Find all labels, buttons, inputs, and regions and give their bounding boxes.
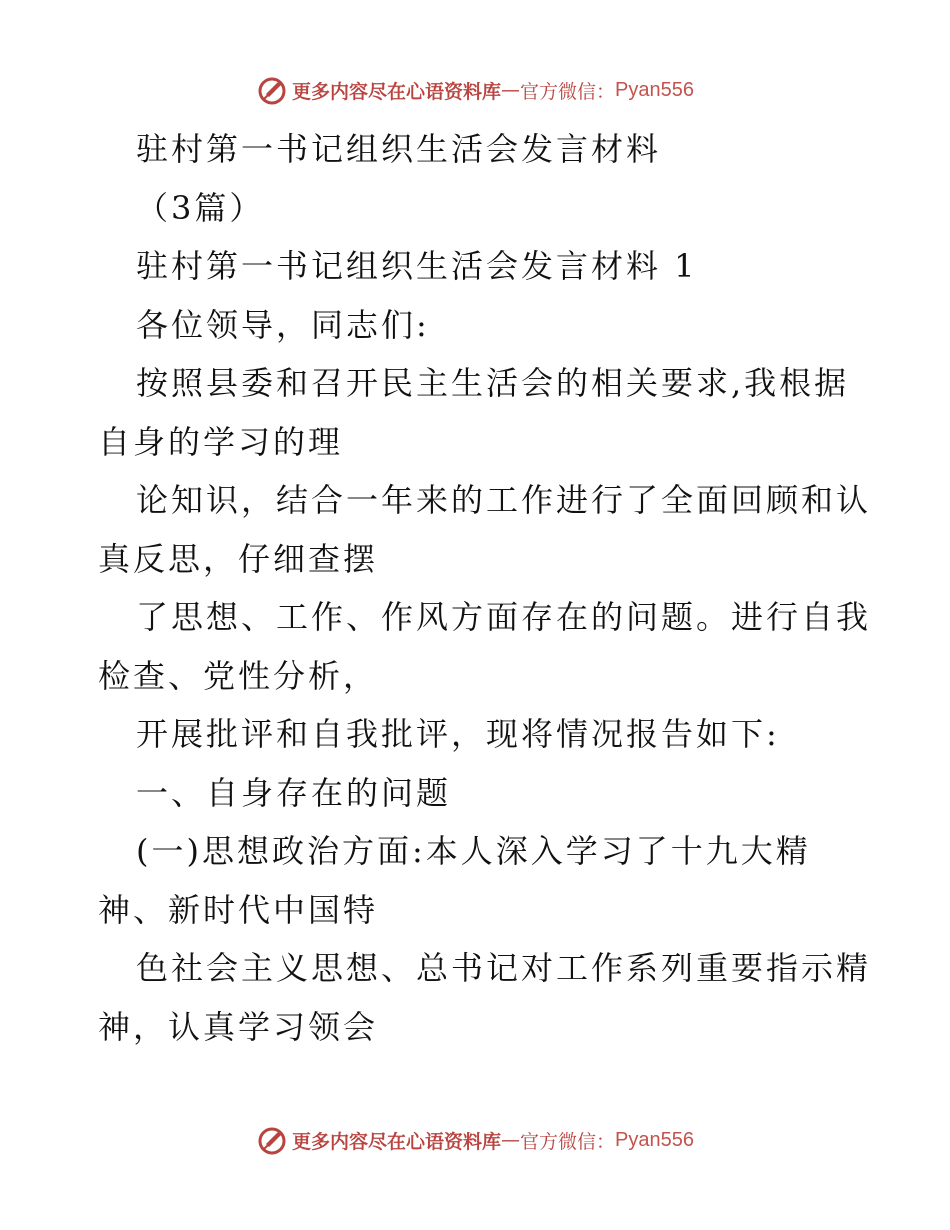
brand-logo-icon xyxy=(256,74,288,106)
doc-line: 驻村第一书记组织生活会发言材料 1 xyxy=(136,247,698,285)
doc-line: 检查、党性分析， xyxy=(98,656,379,695)
banner-wechat-label: 官方微信： xyxy=(520,1130,616,1153)
doc-line: 神、新时代中国特 xyxy=(98,890,379,929)
doc-line: （3篇） xyxy=(136,188,265,227)
doc-line: 各位领导，同志们: xyxy=(136,305,430,344)
doc-line: 开展批评和自我批评，现将情况报告如下: xyxy=(136,715,780,753)
header-watermark-banner xyxy=(0,70,950,110)
doc-line: 按照县委和召开民主生活会的相关要求,我根据 xyxy=(136,364,850,402)
banner-text: 更多内容尽在心语资料库 xyxy=(292,1130,502,1153)
doc-line: 真反思，仔细查摆 xyxy=(98,539,379,578)
doc-line: 论知识，结合一年来的工作进行了全面回顾和认 xyxy=(136,481,872,519)
doc-line: 自身的学习的理 xyxy=(98,422,344,461)
doc-line: 神，认真学习领会 xyxy=(98,1007,379,1046)
footer-watermark-banner xyxy=(0,1120,950,1160)
doc-line: 驻村第一书记组织生活会发言材料 xyxy=(136,130,662,168)
banner-text: 更多内容尽在心语资料库 xyxy=(292,80,502,103)
doc-line: 一、自身存在的问题 xyxy=(136,773,452,812)
banner-dash: — xyxy=(501,1129,521,1151)
banner-wechat-label: 官方微信： xyxy=(520,80,616,103)
banner-wechat-id: Pyan556 xyxy=(615,78,694,101)
document-body xyxy=(98,120,872,1056)
doc-line: 了思想、工作、作风方面存在的问题。进行自我 xyxy=(136,598,872,636)
doc-line: (一)思想政治方面:本人深入学习了十九大精 xyxy=(136,832,811,870)
brand-logo-icon xyxy=(256,1124,288,1156)
doc-line: 色社会主义思想、总书记对工作系列重要指示精 xyxy=(136,949,872,987)
banner-dash: — xyxy=(501,79,521,101)
banner-wechat-id: Pyan556 xyxy=(615,1128,694,1151)
